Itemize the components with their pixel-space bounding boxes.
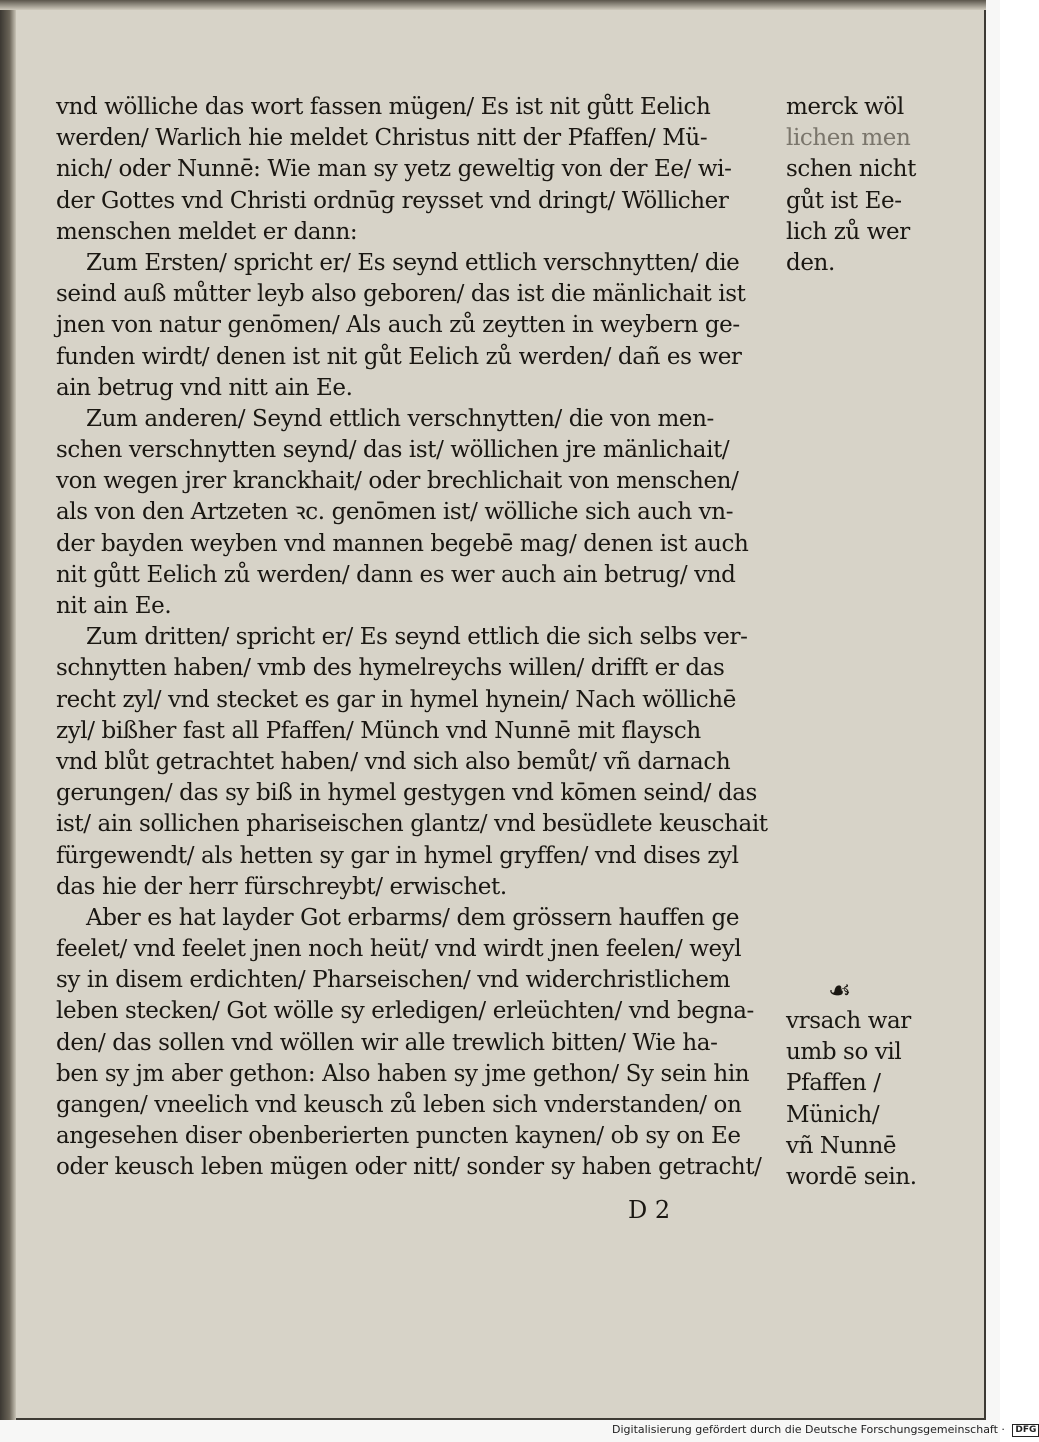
margin-note-bottom	[786, 1006, 936, 1193]
paragraph-mark-icon: ☙	[828, 976, 852, 1006]
text-line: oder keusch leben mügen oder nitt/ sonder sy haben getracht/	[56, 1154, 762, 1181]
text-line: leben stecken/ Got wölle sy erledigen/ erleüchten/ vnd begna-	[56, 998, 754, 1025]
text-line: nit ain Ee.	[56, 593, 172, 619]
text-line: ben sy jm aber gethon: Also haben sy jme gethon/ Sy sein hin	[56, 1060, 750, 1087]
text-line: fürgewendt/ als hetten sy gar in hymel gryffen/ vnd dises zyl	[56, 842, 739, 869]
text-line: schen verschnytten seynd/ das ist/ wöllichen jre mänlichait/	[56, 437, 730, 464]
text-line: funden wirdt/ denen ist nit gůt Eelich zů werden/ dañ es wer	[56, 343, 742, 370]
text-line: nich/ oder Nunnē: Wie man sy yetz geweltig von der Ee/ wi-	[56, 156, 732, 183]
text-line: jnen von natur genōmen/ Als auch zů zeytten in weybern ge-	[56, 312, 740, 339]
signature-mark: D 2	[628, 1196, 671, 1224]
margin-note-top	[786, 92, 936, 279]
text-line: angesehen diser obenberierten puncten kaynen/ ob sy on Ee	[56, 1123, 741, 1150]
text-line: zyl/ bißher fast all Pfaffen/ Münch vnd Nunnē mit flaysch	[56, 717, 701, 744]
text-line: seind auß můtter leyb also geboren/ das ist die mänlichait ist	[56, 281, 746, 308]
text-line: Zum dritten/ spricht er/ Es seynd ettlich die sich selbs ver-	[86, 624, 748, 651]
text-line: vnd wölliche das wort fassen mügen/ Es ist nit gůtt Eelich	[56, 94, 711, 120]
margin-line: wordē sein.	[786, 1163, 917, 1190]
text-line: recht zyl/ vnd stecket es gar in hymel hynein/ Nach wöllichē	[56, 686, 736, 713]
margin-line: merck wöl	[786, 94, 904, 120]
text-line: Zum anderen/ Seynd ettlich verschnytten/ die von men-	[86, 405, 714, 432]
margin-line: umb so vil	[786, 1039, 902, 1066]
margin-line: lichen men	[786, 125, 911, 152]
text-line: von wegen jrer kranckhait/ oder brechlichait von menschen/	[56, 468, 739, 495]
margin-line: lich zů wer	[786, 218, 910, 245]
margin-line: Münich/	[786, 1101, 880, 1128]
text-line: feelet/ vnd feelet jnen noch heüt/ vnd wirdt jnen feelen/ weyl	[56, 936, 742, 963]
dfg-logo: DFG	[1012, 1424, 1039, 1437]
text-line: werden/ Warlich hie meldet Christus nitt der Pfaffen/ Mü-	[56, 125, 708, 152]
text-line: gerungen/ das sy biß in hymel gestygen vnd kōmen seind/ das	[56, 780, 757, 807]
margin-line: schen nicht	[786, 156, 916, 183]
text-line: schnytten haben/ vmb des hymelreychs willen/ drifft er das	[56, 655, 725, 682]
text-line: der Gottes vnd Christi ordnūg reysset vnd dringt/ Wöllicher	[56, 187, 729, 214]
text-line: Aber es hat layder Got erbarms/ dem grössern hauffen ge	[86, 904, 740, 931]
text-line: nit gůtt Eelich zů werden/ dann es wer auch ain betrug/ vnd	[56, 561, 736, 588]
main-text-block	[56, 92, 776, 1184]
text-line: ist/ ain sollichen phariseischen glantz/ vnd besüdlete keuschait	[56, 811, 768, 838]
text-line: ain betrug vnd nitt ain Ee.	[56, 374, 353, 401]
text-line: sy in disem erdichten/ Pharseischen/ vnd widerchristlichem	[56, 967, 730, 994]
text-line: das hie der herr fürschreybt/ erwischet.	[56, 873, 507, 900]
page-binding-edge	[0, 0, 16, 1420]
text-line: Zum Ersten/ spricht er/ Es seynd ettlich verschnytten/ die	[86, 249, 740, 276]
margin-line: den.	[786, 249, 835, 276]
page-top-edge	[0, 0, 986, 10]
text-line: gangen/ vneelich vnd keusch zů leben sich vnderstanden/ on	[56, 1092, 742, 1118]
funding-footer	[612, 1423, 1039, 1437]
margin-line: vñ Nunnē	[786, 1132, 897, 1159]
text-line: als von den Artzeten ꝛc. genōmen ist/ wölliche sich auch vn-	[56, 499, 734, 526]
margin-line: Pfaffen /	[786, 1070, 881, 1097]
footer-text: Digitalisierung gefördert durch die Deutsche Forschungsgemeinschaft ·	[612, 1423, 1005, 1436]
text-line: den/ das sollen vnd wöllen wir alle trewlich bitten/ Wie ha-	[56, 1029, 718, 1056]
margin-line: vrsach war	[786, 1008, 911, 1034]
text-line: vnd blůt getrachtet haben/ vnd sich also bemůt/ vñ darnach	[56, 748, 731, 775]
text-line: der bayden weyben vnd mannen begebē mag/ denen ist auch	[56, 530, 749, 557]
margin-line: gůt ist Ee-	[786, 187, 902, 214]
text-line: menschen meldet er dann:	[56, 218, 358, 245]
